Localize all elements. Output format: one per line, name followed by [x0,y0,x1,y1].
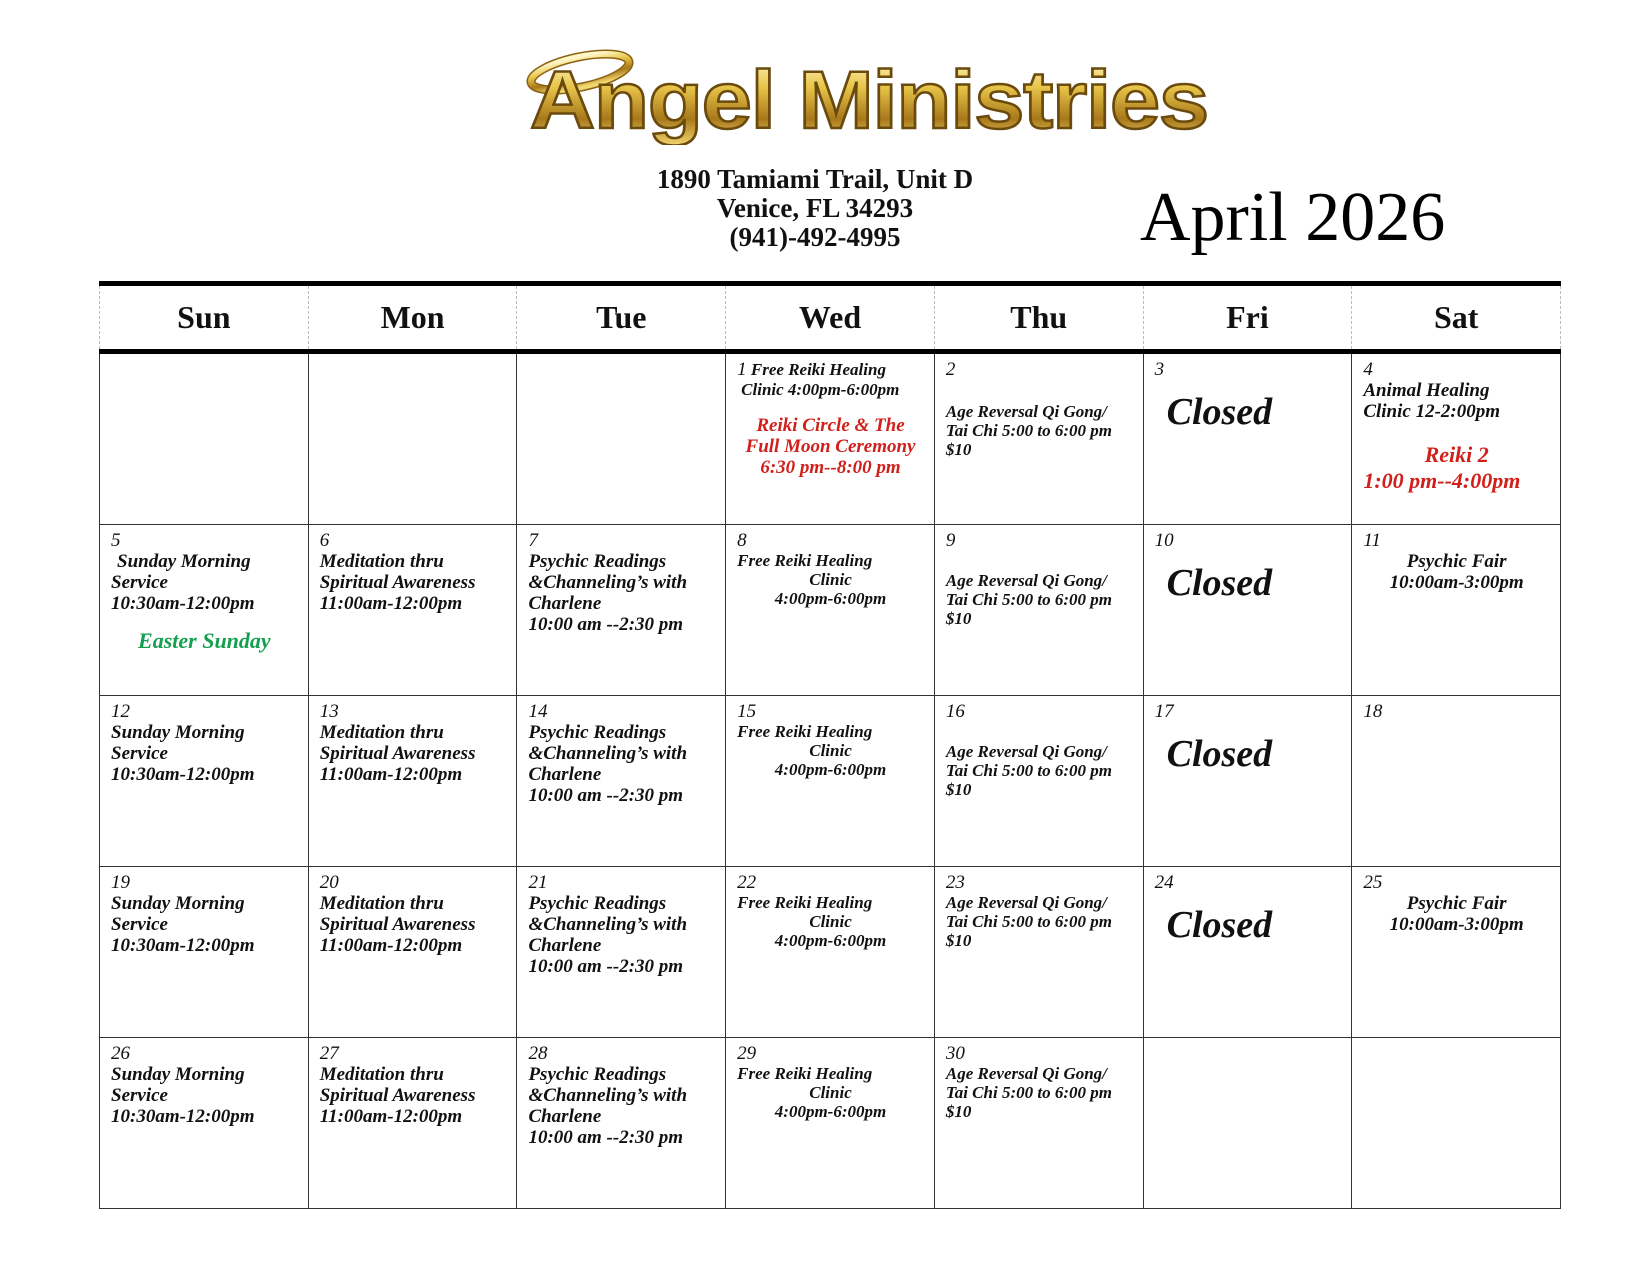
day-number: 15 [737,701,757,722]
event-time: 11:00am-12:00pm [319,1106,463,1127]
day-cell-10 [1144,525,1353,695]
day-number: 26 [111,1043,130,1064]
event-title: Free Reiki Healing [737,722,873,741]
weekday-sat: Sat [1351,286,1561,349]
event-title: Tai Chi 5:00 to 6:00 pm [945,1083,1112,1102]
event-time: 11:00am-12:00pm [319,593,463,614]
day-cell-empty [1144,1038,1353,1208]
event-title: Sunday Morning [111,1064,245,1085]
event-title: Service [111,572,168,593]
weekday-mon: Mon [308,286,517,349]
day-cell-4 [1352,354,1561,524]
event-time: 4:00pm-6:00pm [774,1102,887,1121]
event-time-red: 1:00 pm--4:00pm [1363,468,1521,493]
day-number: 27 [319,1043,339,1064]
event-title: Free Reiki Healing [737,1064,873,1083]
calendar [99,281,1561,1209]
day-number: 2 [945,359,956,380]
event-title: Psychic Readings [528,551,667,572]
day-number: 23 [945,872,965,893]
day-number: 7 [528,530,538,551]
day-cell-8 [726,525,935,695]
event-title: Spiritual Awareness [319,914,476,935]
weekday-sun: Sun [99,286,308,349]
event-title: Charlene [528,593,602,614]
event-title: Psychic Readings [528,722,667,743]
weekday-wed: Wed [725,286,934,349]
closed-label: Closed [1166,904,1273,946]
day-cell-18 [1352,696,1561,866]
event-title: &Channeling’s with [528,914,688,935]
event-time: 11:00am-12:00pm [319,935,463,956]
week-row [100,525,1561,696]
day-cell-7 [517,525,726,695]
event-time: 10:30am-12:00pm [111,935,255,956]
day-number: 20 [319,872,339,893]
event-title: Clinic [809,1083,852,1102]
event-time: 10:30am-12:00pm [111,593,255,614]
day-number: 3 [1154,359,1165,380]
weekday-header [99,286,1561,354]
event-time: 10:30am-12:00pm [111,1106,255,1127]
event-price: $10 [945,780,972,799]
event-title: Age Reversal Qi Gong/ [945,742,1107,761]
event-title: Sunday Morning [111,893,245,914]
day-cell-26 [100,1038,309,1208]
event-title: Free Reiki Healing [750,360,886,379]
event-title: Service [111,1085,168,1106]
week-row [100,696,1561,867]
event-title: Animal Healing [1363,380,1490,401]
day-number: 6 [319,530,330,551]
event-title: Meditation thru [319,551,444,572]
closed-label: Closed [1166,733,1273,775]
event-title: Spiritual Awareness [319,743,476,764]
event-title-red: Full Moon Ceremony [745,436,916,457]
event-title: Psychic Fair [1406,893,1507,914]
day-number: 13 [319,701,339,722]
event-title: Clinic [809,570,852,589]
event-title: Charlene [528,1106,602,1127]
event-title: Free Reiki Healing [737,551,873,570]
holiday-label: Easter Sunday [138,628,271,653]
day-cell-11 [1352,525,1561,695]
event-title: Sunday Morning [117,551,251,572]
day-number: 21 [528,872,548,893]
event-title: Age Reversal Qi Gong/ [945,893,1107,912]
day-cell-2 [935,354,1144,524]
event-time: 10:00 am --2:30 pm [528,956,684,977]
day-number: 28 [528,1043,548,1064]
event-title: Meditation thru [319,893,444,914]
day-number: 24 [1154,872,1174,893]
day-number: 25 [1363,872,1383,893]
day-cell-27 [309,1038,518,1208]
day-cell-28 [517,1038,726,1208]
day-cell-19 [100,867,309,1037]
event-time: 10:00 am --2:30 pm [528,614,684,635]
day-cell-25 [1352,867,1561,1037]
day-number: 22 [737,872,757,893]
day-number: 10 [1154,530,1174,551]
event-title: &Channeling’s with [528,743,688,764]
day-cell-empty [517,354,726,524]
event-time: 11:00am-12:00pm [319,764,463,785]
event-title: Tai Chi 5:00 to 6:00 pm [945,421,1112,440]
event-price: $10 [945,931,972,950]
event-price: $10 [945,1102,972,1121]
phone-number: (941)-492-4995 [729,222,901,252]
event-title: Spiritual Awareness [319,572,476,593]
event-title: &Channeling’s with [528,572,688,593]
address-block [560,165,1070,252]
weekday-thu: Thu [934,286,1143,349]
week-row [100,867,1561,1038]
day-cell-14 [517,696,726,866]
event-title: Age Reversal Qi Gong/ [945,1064,1107,1083]
day-cell-9 [935,525,1144,695]
closed-label: Closed [1166,391,1273,433]
event-title: Free Reiki Healing [737,893,873,912]
month-title: April 2026 [1140,179,1446,256]
day-number: 30 [945,1043,965,1064]
day-cell-17 [1144,696,1353,866]
event-title: Tai Chi 5:00 to 6:00 pm [945,912,1112,931]
day-number: 29 [737,1043,757,1064]
week-row [100,1038,1561,1209]
address-line-2: Venice, FL 34293 [716,193,914,223]
day-number: 12 [111,701,130,722]
day-cell-20 [309,867,518,1037]
day-number: 17 [1154,701,1174,722]
event-time: 10:00am-3:00pm [1389,914,1524,935]
event-title: Age Reversal Qi Gong/ [945,571,1107,590]
weekday-tue: Tue [516,286,725,349]
event-title-red: Reiki 2 [1424,442,1489,467]
event-title: Clinic [809,912,852,931]
event-time: Clinic 4:00pm-6:00pm [741,380,900,399]
event-time: Clinic 12-2:00pm [1363,401,1501,422]
address-line-1: 1890 Tamiami Trail, Unit D [656,164,974,194]
day-cell-30 [935,1038,1144,1208]
event-title: Psychic Readings [528,1064,667,1085]
day-cell-29 [726,1038,935,1208]
event-title: Spiritual Awareness [319,1085,476,1106]
logo-text: Angel Ministries [530,55,1208,145]
event-title: Meditation thru [319,1064,444,1085]
day-cell-3 [1144,354,1353,524]
day-number: 11 [1363,530,1381,551]
day-number: 14 [528,701,548,722]
event-price: $10 [945,609,972,628]
event-title: Sunday Morning [111,722,245,743]
day-number: 4 [1363,359,1373,380]
day-cell-13 [309,696,518,866]
angel-ministries-logo [525,40,1215,145]
day-cell-21 [517,867,726,1037]
day-cell-15 [726,696,935,866]
event-time: 4:00pm-6:00pm [774,589,887,608]
day-cell-5 [100,525,309,695]
event-title-red: Reiki Circle & The [756,415,905,436]
event-time: 10:30am-12:00pm [111,764,255,785]
day-cell-empty [100,354,309,524]
event-time: 10:00 am --2:30 pm [528,785,684,806]
day-cell-1 [726,354,935,524]
event-time: 10:00am-3:00pm [1389,572,1524,593]
event-title: Charlene [528,935,602,956]
day-number: 1 [737,359,747,380]
week-row [100,354,1561,525]
day-cell-12 [100,696,309,866]
day-number: 18 [1363,701,1383,722]
event-title: Meditation thru [319,722,444,743]
event-time: 10:00 am --2:30 pm [528,1127,684,1148]
event-title: Charlene [528,764,602,785]
event-time: 4:00pm-6:00pm [774,760,887,779]
event-time: 4:00pm-6:00pm [774,931,887,950]
day-cell-24 [1144,867,1353,1037]
day-cell-16 [935,696,1144,866]
day-number: 16 [945,701,965,722]
event-title: Tai Chi 5:00 to 6:00 pm [945,590,1112,609]
event-title: Tai Chi 5:00 to 6:00 pm [945,761,1112,780]
day-number: 5 [111,530,121,551]
event-title: Clinic [809,741,852,760]
day-cell-6 [309,525,518,695]
event-time-red: 6:30 pm--8:00 pm [760,457,901,478]
weekday-fri: Fri [1143,286,1352,349]
day-cell-empty [309,354,518,524]
event-title: Psychic Fair [1406,551,1507,572]
day-cell-23 [935,867,1144,1037]
calendar-grid [99,354,1561,1209]
day-cell-22 [726,867,935,1037]
event-title: Psychic Readings [528,893,667,914]
closed-label: Closed [1166,562,1273,604]
event-title: &Channeling’s with [528,1085,688,1106]
event-title: Service [111,743,168,764]
day-number: 8 [737,530,747,551]
event-price: $10 [945,440,972,459]
day-number: 9 [945,530,956,551]
event-title: Service [111,914,168,935]
day-cell-empty [1352,1038,1561,1208]
day-number: 19 [111,872,130,893]
event-title: Age Reversal Qi Gong/ [945,402,1107,421]
